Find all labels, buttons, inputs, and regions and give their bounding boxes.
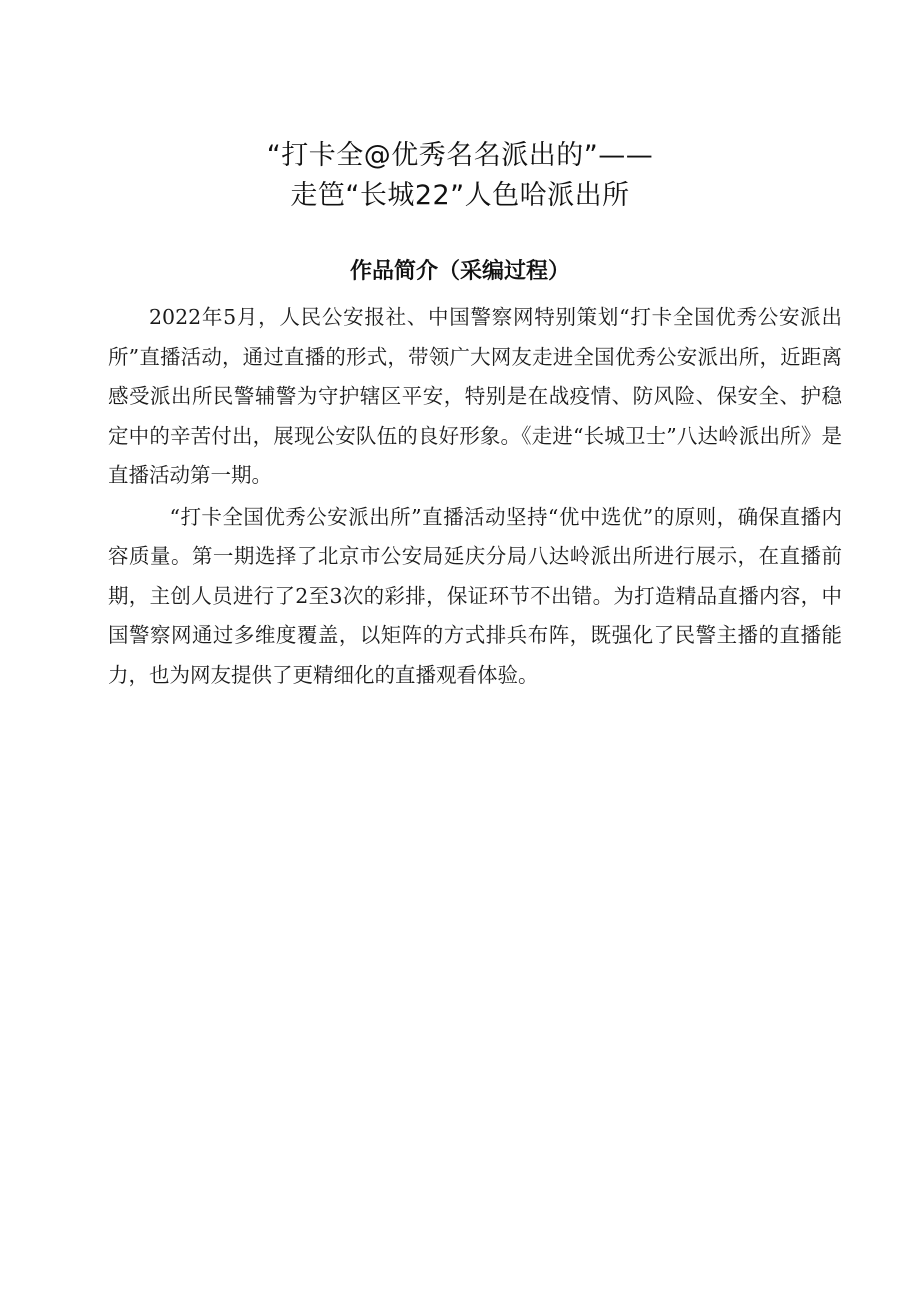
title-line-1: “打卡全@优秀名名派出的”—— [266, 140, 654, 171]
document-title [0, 136, 920, 216]
paragraph-2: “打卡全国优秀公安派出所”直播活动坚持“优中选优”的原则，确保直播内容质量。第一期选择了北京市公安局延庆分局八达岭派出所进行展示，在直播前期，主创人员进行了2至3次的彩排，保证环节不出错。为打造精品直播内容，中国警察网通过多维度覆盖，以矩阵的方式排兵布阵，既强化了民警主播的直播能力，也为网友提供了更精细化的直播观看体验。 [108, 504, 842, 687]
section-heading: 作品简介（采编过程） [349, 259, 570, 284]
paragraph-1: 2022年5月，人民公安报社、中国警察网特别策划“打卡全国优秀公安派出所”直播活动，通过直播的形式，带领广大网友走进全国优秀公安派出所，近距离感受派出所民警辅警为守护辖区平安，特别是在战疫情、防风险、保安全、护稳定中的辛苦付出，展现公安队伍的良好形象。《走进“长城卫士”八达岭派出所》是直播活动第一期。 [108, 305, 842, 487]
title-line-2: 走笆“长城22”人色哈派出所 [290, 180, 630, 211]
body-text [108, 298, 842, 695]
